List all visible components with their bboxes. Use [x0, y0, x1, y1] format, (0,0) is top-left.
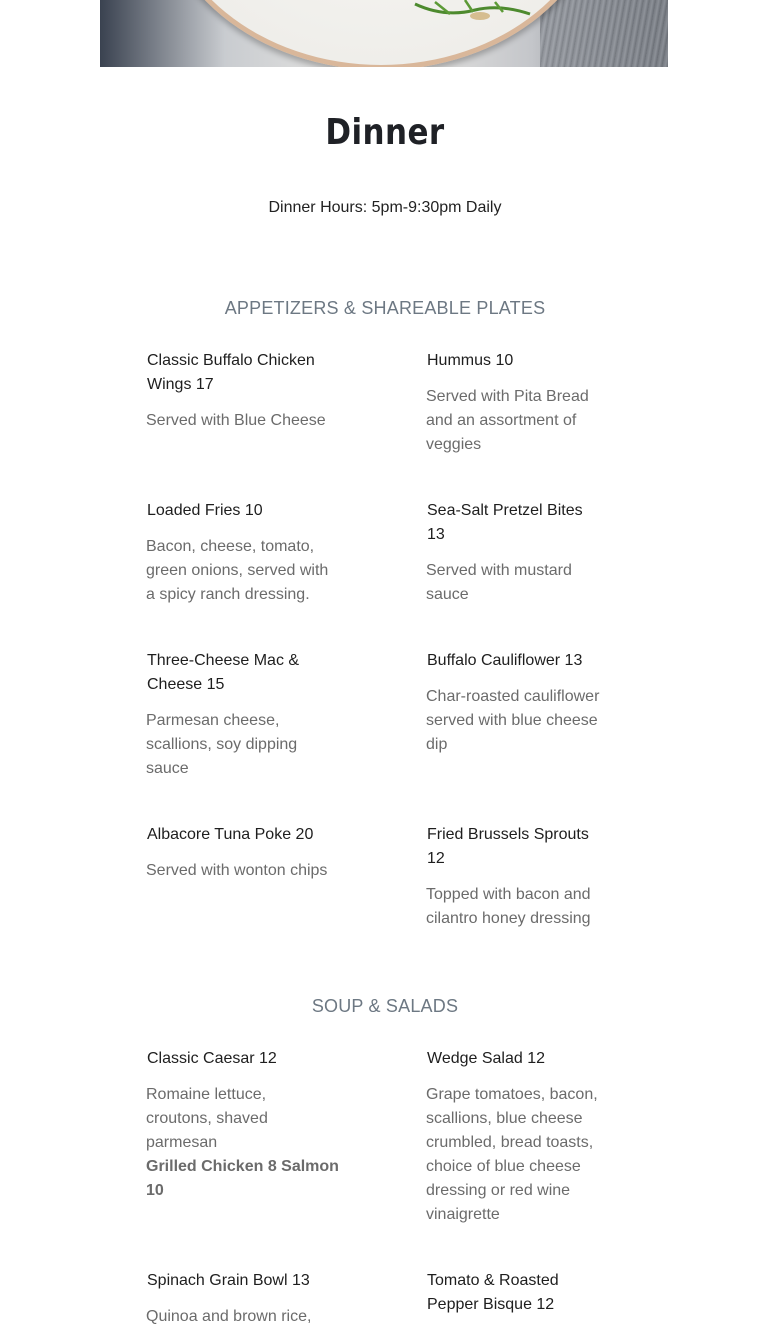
section-title-appetizers: APPETIZERS & SHAREABLE PLATES	[224, 298, 546, 318]
menu-item	[426, 499, 596, 607]
item-name: Classic Buffalo Chicken Wings 17	[147, 352, 315, 393]
item-description: Char-roasted cauliflower served with blue cheese dip	[426, 688, 600, 753]
herb-garnish-icon	[405, 0, 535, 22]
item-name: Tomato & Roasted Pepper Bisque 12	[427, 1272, 559, 1313]
menu-item	[146, 499, 336, 607]
menu-item	[426, 649, 611, 757]
item-name: Spinach Grain Bowl 13	[147, 1272, 310, 1289]
item-name: Classic Caesar 12	[147, 1050, 277, 1067]
item-name: Albacore Tuna Poke 20	[147, 826, 314, 843]
item-name: Hummus 10	[427, 352, 514, 369]
item-description: Served with mustard sauce	[426, 562, 572, 603]
item-description: Served with wonton chips	[146, 862, 328, 879]
item-name: Buffalo Cauliflower 13	[427, 652, 583, 669]
dinner-hours: Dinner Hours: 5pm-9:30pm Daily	[268, 199, 502, 216]
item-description: Parmesan cheese, scallions, soy dipping sauce	[146, 712, 298, 777]
plate-image	[156, 0, 606, 67]
menu-item	[146, 1269, 341, 1329]
menu-item	[146, 823, 331, 883]
hero-food-image	[100, 0, 668, 67]
item-description: Grape tomatoes, bacon, scallions, blue cheese crumbled, bread toasts, choice of blue cheese dressing or red wine vinaigrette	[426, 1086, 598, 1223]
section-title-soup-salads: SOUP & SALADS	[311, 996, 459, 1016]
menu-item	[426, 1269, 596, 1329]
item-description: Quinoa and brown rice,	[146, 1308, 312, 1325]
item-description: Romaine lettuce, croutons, shaved parmesan	[146, 1086, 268, 1151]
item-name: Sea-Salt Pretzel Bites 13	[427, 502, 583, 543]
item-description: Topped with bacon and cilantro honey dressing	[426, 886, 591, 927]
item-description: Served with Blue Cheese	[146, 412, 326, 429]
item-description: Served with Pita Bread and an assortment of veggies	[426, 388, 589, 453]
menu-item	[146, 1047, 341, 1203]
item-name: Wedge Salad 12	[427, 1050, 546, 1067]
item-name: Loaded Fries 10	[147, 502, 263, 519]
item-add-ons: Grilled Chicken 8 Salmon 10	[146, 1158, 339, 1199]
item-name: Three-Cheese Mac & Cheese 15	[147, 652, 300, 693]
item-name: Fried Brussels Sprouts 12	[427, 826, 589, 867]
menu-item	[426, 1047, 606, 1227]
napkin-decoration	[540, 0, 668, 67]
menu-item	[426, 823, 606, 931]
menu-item	[426, 349, 606, 457]
page-title: Dinner	[325, 112, 445, 153]
item-description: Bacon, cheese, tomato, green onions, served with a spicy ranch dressing.	[146, 538, 329, 603]
menu-item	[146, 349, 336, 433]
menu-item	[146, 649, 321, 781]
